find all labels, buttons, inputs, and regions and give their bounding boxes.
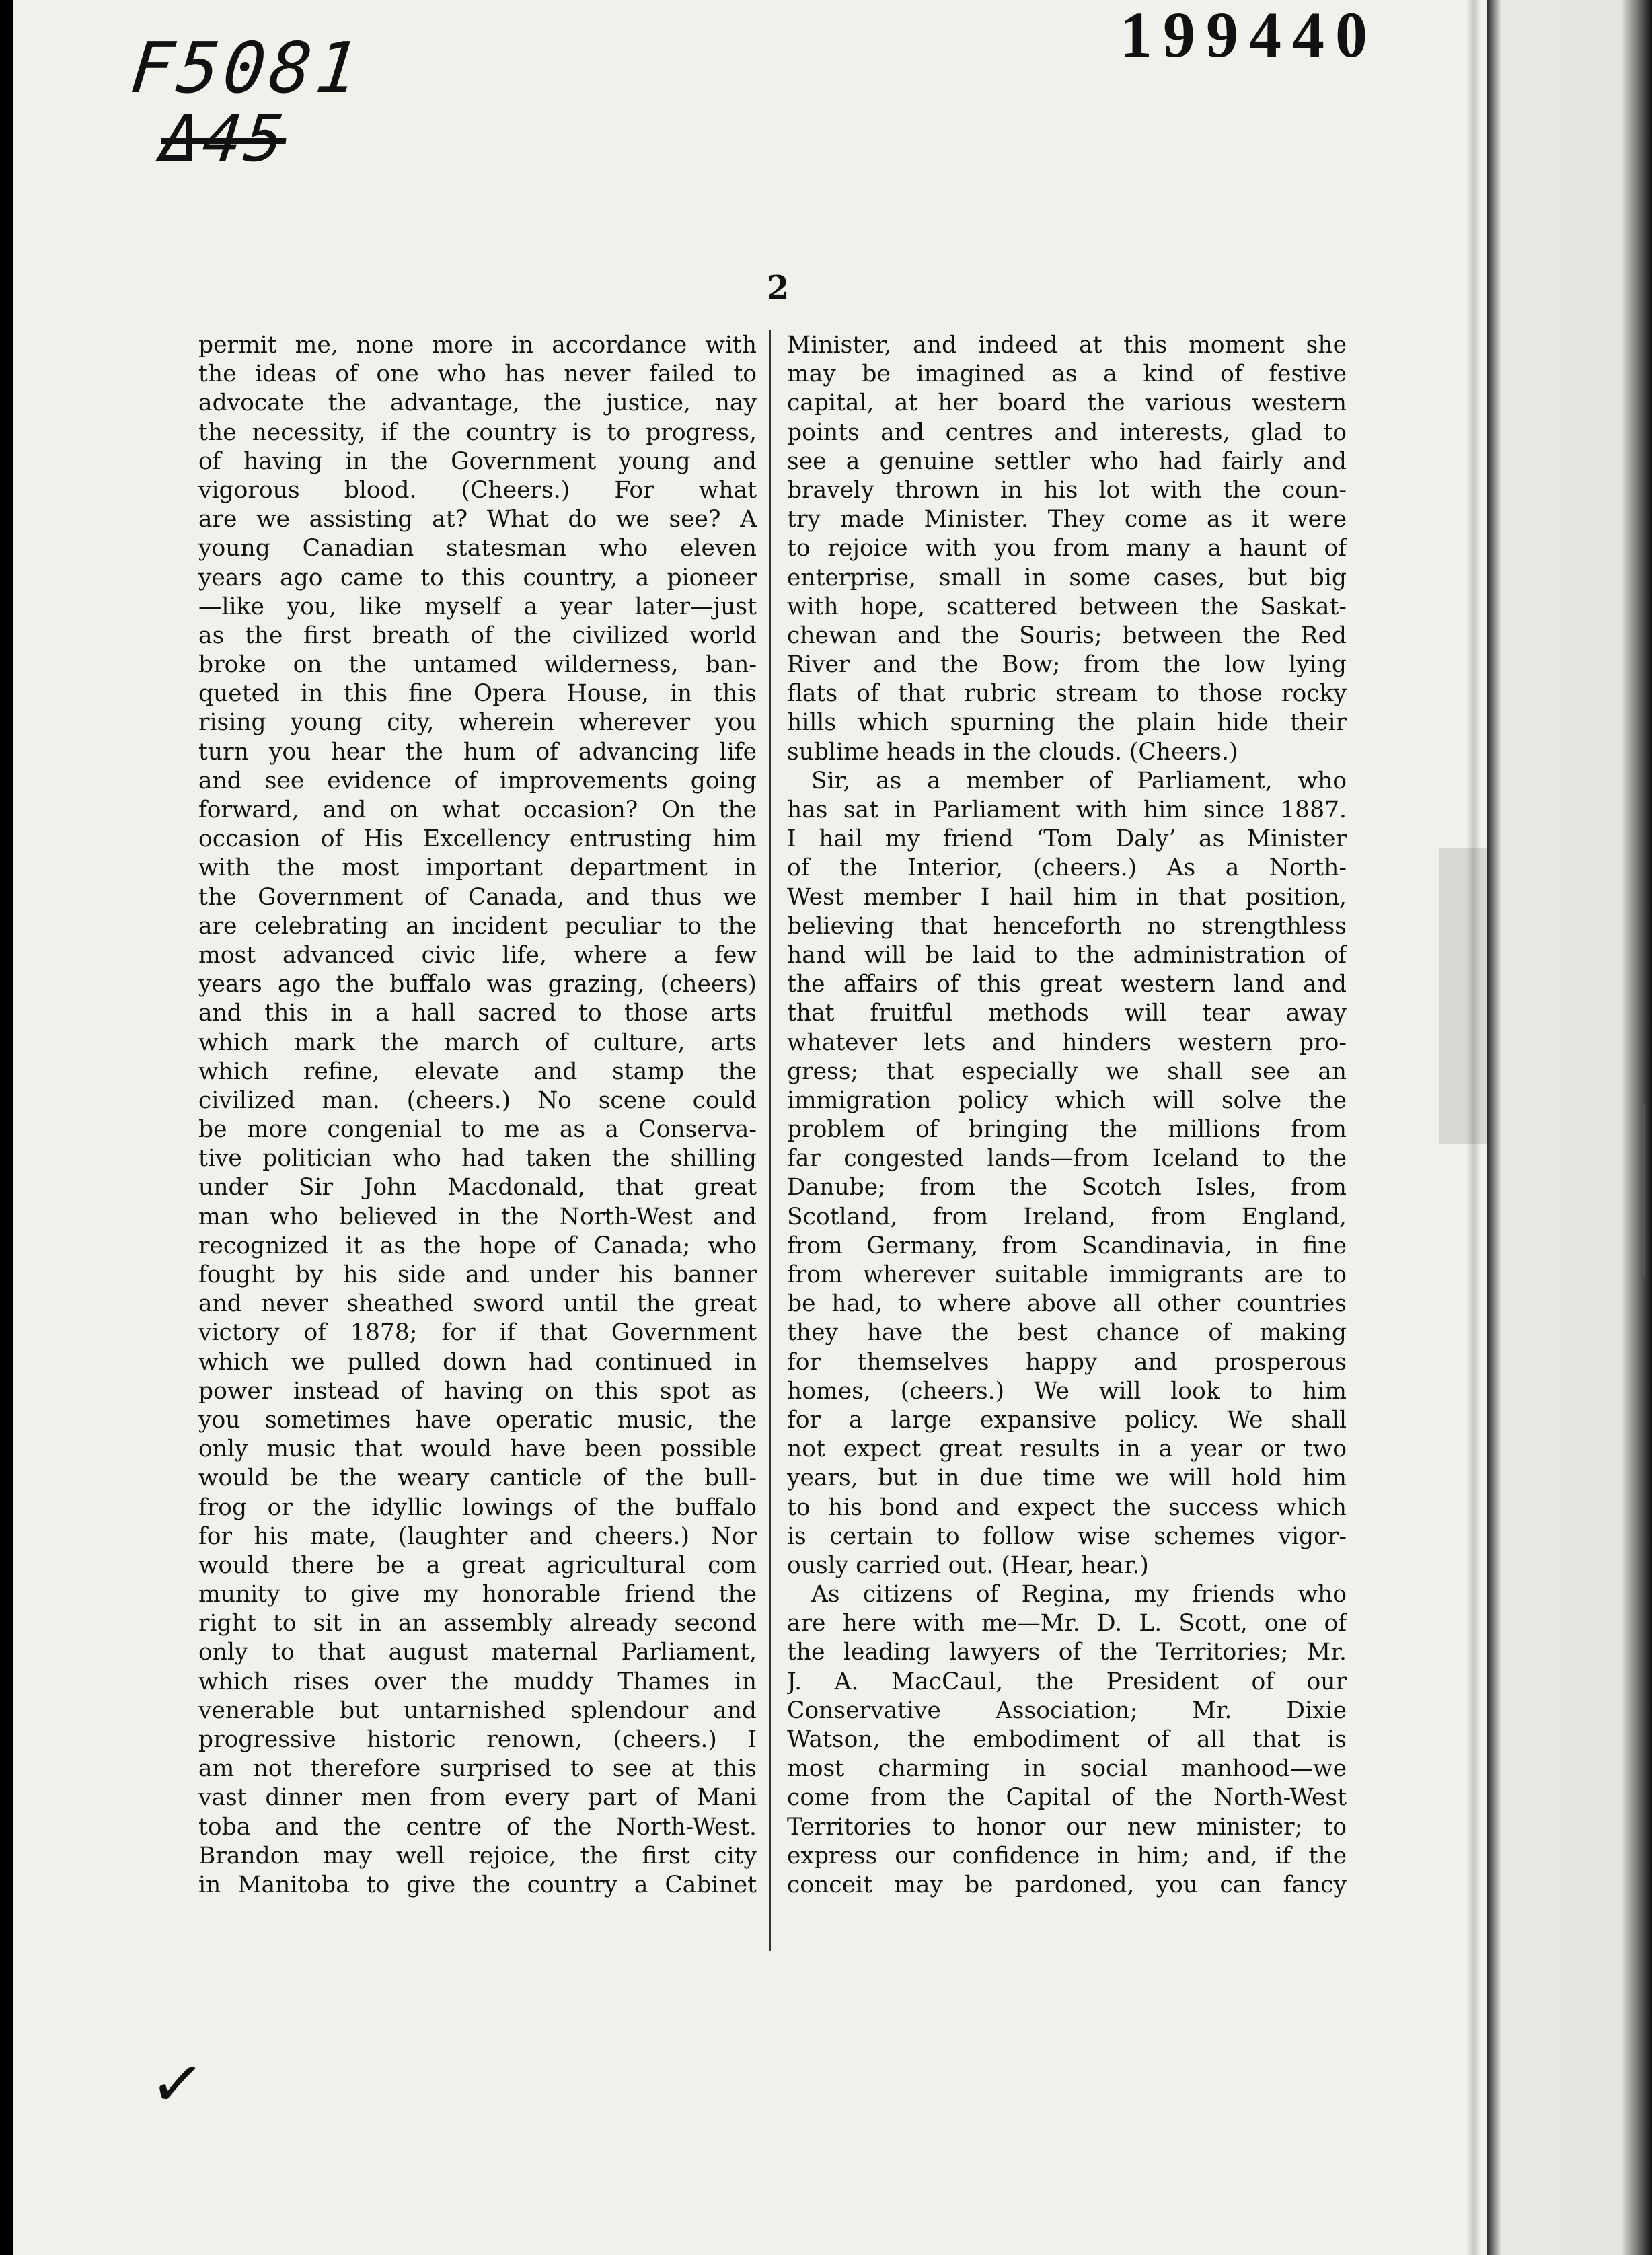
text-line: with the most important department in: [198, 854, 757, 882]
page-fold: [1466, 0, 1481, 2255]
text-line: problem of bringing the millions from: [787, 1116, 1347, 1144]
text-line: are celebrating an incident peculiar to the: [198, 912, 757, 940]
text-line: may be imagined as a kind of festive: [787, 361, 1347, 388]
text-line: Danube; from the Scotch Isles, from: [787, 1174, 1347, 1202]
text-line: from Germany, from Scandinavia, in fine: [787, 1232, 1347, 1259]
text-line: has sat in Parliament with him since 1887.: [787, 797, 1347, 823]
text-line: broke on the untamed wilderness, ban-: [198, 651, 757, 679]
text-line: most advanced civic life, where a few: [198, 941, 757, 969]
text-line: River and the Bow; from the low lying: [787, 651, 1347, 679]
text-line: hills which spurning the plain hide their: [787, 709, 1347, 737]
text-line: Territories to honor our new minister; to: [787, 1813, 1347, 1841]
page-edge-mark: [1641, 1103, 1645, 1278]
text-line: turn you hear the hum of advancing life: [198, 738, 757, 766]
text-line: man who believed in the North-West and: [198, 1203, 757, 1230]
text-line: try made Minister. They come as it were: [787, 506, 1347, 533]
text-line: permit me, none more in accordance with: [198, 332, 757, 359]
text-line: J. A. MacCaul, the President of our: [787, 1668, 1347, 1695]
handwritten-check-mark: ✓: [150, 2036, 204, 2127]
text-line: munity to give my honorable friend the: [198, 1581, 757, 1609]
text-line: West member I hail him in that position,: [787, 883, 1347, 911]
text-line: under Sir John Macdonald, that great: [198, 1174, 757, 1202]
text-line: as the first breath of the civilized world: [198, 622, 757, 649]
text-line: would be the weary canticle of the bull-: [198, 1465, 757, 1492]
text-line: progressive historic renown, (cheers.) I: [198, 1726, 757, 1753]
text-line: be had, to where above all other countries: [787, 1290, 1347, 1318]
text-line: be more congenial to me as a Conserva-: [198, 1116, 757, 1144]
text-line: Watson, the embodiment of all that is: [787, 1726, 1347, 1753]
text-line: homes, (cheers.) We will look to him: [787, 1377, 1347, 1405]
text-line: chewan and the Souris; between the Red: [787, 622, 1347, 649]
text-line: —like you, like myself a year later—just: [198, 593, 757, 620]
handwritten-reference-bottom: Δ45: [157, 101, 291, 176]
text-line: are we assisting at? What do we see? A: [198, 506, 757, 533]
text-line: Minister, and indeed at this moment she: [787, 332, 1347, 359]
text-line: they have the best chance of making: [787, 1319, 1347, 1347]
text-line: Sir, as a member of Parliament, who: [811, 767, 1347, 794]
text-line: believing that henceforth no strengthless: [787, 912, 1347, 940]
text-line: vast dinner men from every part of Mani: [198, 1784, 757, 1812]
text-line: hand will be laid to the administration of: [787, 941, 1347, 969]
text-line: I hail my friend ‘Tom Daly’ as Minister: [787, 825, 1347, 853]
text-line: not expect great results in a year or two: [787, 1436, 1347, 1463]
text-line: enterprise, small in some cases, but big: [787, 564, 1347, 591]
text-line: recognized it as the hope of Canada; who: [198, 1232, 757, 1259]
archive-stamp-number: 199440: [1120, 0, 1378, 71]
text-line: years, but in due time we will hold him: [787, 1465, 1347, 1492]
text-line: immigration policy which will solve the: [787, 1086, 1347, 1114]
text-line: vigorous blood. (Cheers.) For what: [198, 476, 757, 504]
text-line: ously carried out. (Hear, hear.): [787, 1551, 1149, 1579]
text-line: As citizens of Regina, my friends who: [811, 1581, 1347, 1609]
text-line: express our confidence in him; and, if the: [787, 1842, 1347, 1870]
text-line: rising young city, wherein wherever you: [198, 709, 757, 737]
text-line: far congested lands—from Iceland to the: [787, 1145, 1347, 1173]
text-line: which refine, elevate and stamp the: [198, 1058, 757, 1085]
text-line: the Government of Canada, and thus we: [198, 883, 757, 911]
text-line: only to that august maternal Parliament,: [198, 1639, 757, 1666]
text-line: gress; that especially we shall see an: [787, 1058, 1347, 1085]
text-line: the affairs of this great western land and: [787, 971, 1347, 998]
text-line: for themselves happy and prosperous: [787, 1348, 1347, 1376]
text-line: Brandon may well rejoice, the first city: [198, 1842, 757, 1870]
text-line: frog or the idyllic lowings of the buffalo: [198, 1493, 757, 1521]
text-line: toba and the centre of the North-West.: [198, 1813, 757, 1841]
page-number: 2: [767, 269, 790, 307]
text-line: which rises over the muddy Thames in: [198, 1668, 757, 1695]
text-line: which we pulled down had continued in: [198, 1348, 757, 1376]
text-line: for a large expansive policy. We shall: [787, 1406, 1347, 1434]
text-line: which mark the march of culture, arts: [198, 1029, 757, 1056]
text-line: to rejoice with you from many a haunt of: [787, 535, 1347, 562]
text-line: queted in this fine Opera House, in this: [198, 680, 757, 708]
text-line: capital, at her board the various western: [787, 390, 1347, 417]
text-line: and this in a hall sacred to those arts: [198, 1000, 757, 1027]
text-line: right to sit in an assembly already second: [198, 1610, 757, 1637]
text-line: of having in the Government young and: [198, 447, 757, 475]
text-line: in Manitoba to give the country a Cabinet: [198, 1871, 757, 1898]
adjacent-page-edge: [1487, 0, 1652, 2255]
text-line: see a genuine settler who had fairly and: [787, 447, 1347, 475]
text-line: most charming in social manhood—we: [787, 1755, 1347, 1783]
text-line: for his mate, (laughter and cheers.) Nor: [198, 1522, 757, 1550]
text-line: and never sheathed sword until the great: [198, 1290, 757, 1318]
text-line: conceit may be pardoned, you can fancy: [787, 1871, 1347, 1898]
text-line: tive politician who had taken the shilling: [198, 1145, 757, 1173]
text-line: whatever lets and hinders western pro-: [787, 1029, 1347, 1056]
column-divider: [769, 330, 771, 1951]
text-line: years ago the buffalo was grazing, (cheers): [198, 971, 757, 998]
text-line: fought by his side and under his banner: [198, 1261, 757, 1288]
text-line: that fruitful methods will tear away: [787, 1000, 1347, 1027]
text-line: advocate the advantage, the justice, nay: [198, 390, 757, 417]
text-line: come from the Capital of the North-West: [787, 1784, 1347, 1812]
text-line: only music that would have been possible: [198, 1436, 757, 1463]
text-line: power instead of having on this spot as: [198, 1377, 757, 1405]
text-line: forward, and on what occasion? On the: [198, 797, 757, 823]
text-line: victory of 1878; for if that Government: [198, 1319, 757, 1347]
text-line: venerable but untarnished splendour and: [198, 1697, 757, 1724]
text-line: bravely thrown in his lot with the coun-: [787, 476, 1347, 504]
text-line: Conservative Association; Mr. Dixie: [787, 1697, 1347, 1724]
text-line: am not therefore surprised to see at this: [198, 1755, 757, 1783]
text-line: flats of that rubric stream to those rocky: [787, 680, 1347, 708]
text-line: Scotland, from Ireland, from England,: [787, 1203, 1347, 1230]
document-page: [13, 0, 1487, 2255]
text-line: of the Interior, (cheers.) As a North-: [787, 854, 1347, 882]
text-line: would there be a great agricultural com: [198, 1551, 757, 1579]
right-text-column: [787, 331, 1347, 1900]
text-line: you sometimes have operatic music, the: [198, 1406, 757, 1434]
text-line: with hope, scattered between the Saskat-: [787, 593, 1347, 620]
text-line: points and centres and interests, glad to: [787, 418, 1347, 446]
text-line: occasion of His Excellency entrusting him: [198, 825, 757, 853]
text-line: the ideas of one who has never failed to: [198, 361, 757, 388]
left-text-column: [198, 331, 757, 1900]
text-line: to his bond and expect the success which: [787, 1493, 1347, 1521]
text-line: sublime heads in the clouds. (Cheers.): [787, 738, 1238, 766]
text-line: are here with me—Mr. D. L. Scott, one of: [787, 1610, 1347, 1637]
text-line: is certain to follow wise schemes vigor-: [787, 1522, 1347, 1550]
text-line: from wherever suitable immigrants are to: [787, 1261, 1347, 1288]
text-line: young Canadian statesman who eleven: [198, 535, 757, 562]
text-line: civilized man. (cheers.) No scene could: [198, 1086, 757, 1114]
text-line: the necessity, if the country is to progress,: [198, 418, 757, 446]
text-line: years ago came to this country, a pioneer: [198, 564, 757, 591]
text-line: and see evidence of improvements going: [198, 767, 757, 794]
text-line: the leading lawyers of the Territories; Mr.: [787, 1639, 1347, 1666]
handwritten-reference-top: F5081: [126, 27, 367, 109]
